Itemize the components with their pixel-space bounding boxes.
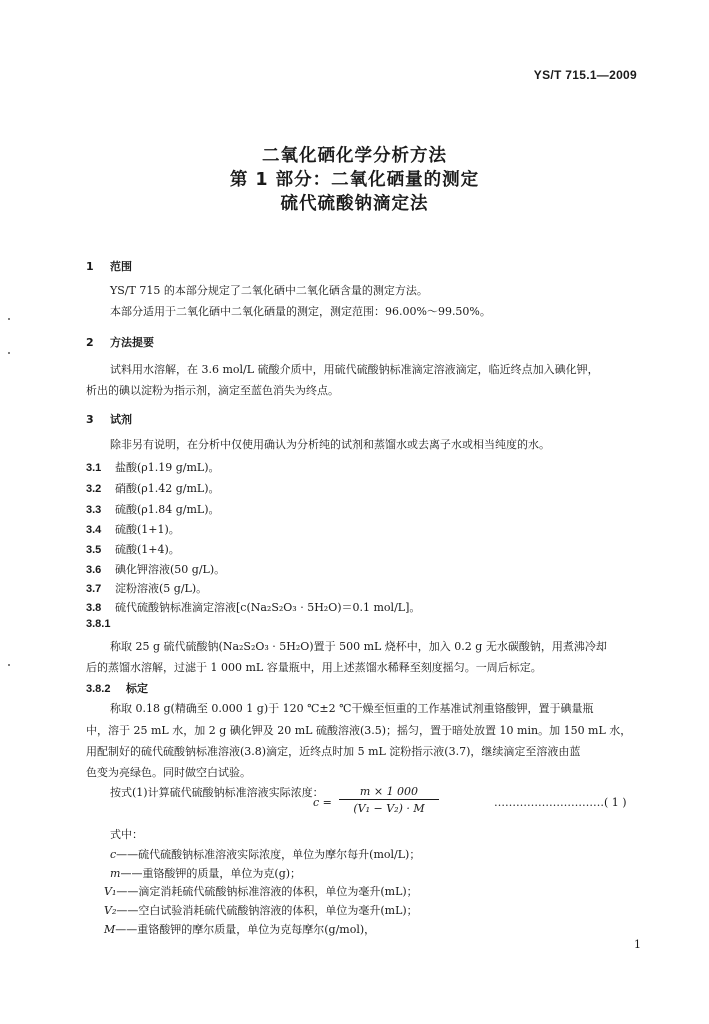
definition-item — [110, 846, 420, 862]
definition-symbol: c — [110, 848, 117, 861]
subsection-3-8-1-line-1: 称取 25 g 硫代硫酸钠(Na₂S₂O₃ · 5H₂O)置于 500 mL 烧杯中，加入 0.2 g 无水碳酸钠，用煮沸冷却 — [110, 640, 607, 653]
reagent-item — [86, 480, 220, 496]
subsection-3-8-2-heading — [86, 680, 148, 696]
item-text: 淀粉溶液(5 g/L)。 — [115, 582, 208, 595]
reagent-item — [86, 459, 220, 475]
item-number: 3.3 — [86, 504, 102, 516]
definition-symbol: V₂ — [104, 904, 117, 917]
item-number: 3.7 — [86, 583, 102, 595]
subsection-3-8-2-line-3: 用配制好的硫代硫酸钠标准溶液(3.8)滴定，近终点时加 5 mL 淀粉指示液(3.7)，继续滴定至溶液由蓝 — [86, 745, 581, 758]
definition-symbol: m — [110, 867, 121, 880]
doc-title-line-1: 二氧化硒化学分析方法 — [262, 146, 447, 166]
definition-text: ——滴定消耗硫代硫酸钠标准溶液的体积，单位为毫升(mL)； — [116, 885, 418, 898]
section-3-heading — [86, 411, 132, 427]
reagent-item — [86, 521, 180, 537]
definition-symbol: V₁ — [104, 885, 117, 898]
equation-number: …………………………( 1 ) — [494, 796, 627, 809]
item-text: 硫酸(ρ1.84 g/mL)。 — [115, 503, 220, 516]
formula-fraction — [339, 785, 439, 815]
definition-item — [104, 883, 418, 899]
item-text: 硫酸(1+1)。 — [115, 523, 180, 536]
section-3-intro: 除非另有说明，在分析中仅使用确认为分析纯的试剂和蒸馏水或去离子水或相当纯度的水。 — [110, 438, 550, 451]
item-number: 3.2 — [86, 483, 102, 495]
section-2-line-1: 试料用水溶解，在 3.6 mol/L 硫酸介质中，用硫代硫酸钠标准滴定溶液滴定，临近终点加入碘化钾， — [110, 363, 599, 376]
section-number: 2 — [86, 336, 94, 349]
subsection-3-8-2-line-5: 按式(1)计算硫代硫酸钠标准溶液实际浓度： — [110, 786, 324, 799]
subsection-3-8-2-line-2: 中，溶于 25 mL 水，加 2 g 碘化钾及 20 mL 硫酸溶液(3.5)；摇匀，置于暗处放置 10 min。加 150 mL 水， — [86, 724, 632, 737]
standard-code: YS/T 715.1—2009 — [533, 68, 637, 82]
definition-text: ——重铬酸钾的质量，单位为克(g)； — [120, 867, 302, 880]
section-1-paragraph-1: YS/T 715 的本部分规定了二氧化硒中二氧化硒含量的测定方法。 — [110, 284, 428, 297]
section-number: 3 — [86, 413, 94, 426]
definition-item — [104, 921, 375, 937]
doc-title-line-2: 第 1 部分：二氧化硒量的测定 — [229, 170, 480, 190]
subsection-3-8-2-line-4: 色变为亮绿色。同时做空白试验。 — [86, 766, 251, 779]
definition-symbol: M — [104, 923, 116, 936]
section-title: 试剂 — [110, 413, 132, 426]
scan-speck — [8, 352, 10, 354]
subsection-number: 3.8.2 — [86, 683, 111, 695]
item-number: 3.1 — [86, 462, 102, 474]
item-text: 硫代硫酸钠标准滴定溶液[c(Na₂S₂O₃ · 5H₂O)＝0.1 mol/L]。 — [115, 601, 421, 614]
definition-text: ——硫代硫酸钠标准溶液实际浓度，单位为摩尔每升(mol/L)； — [116, 848, 421, 861]
item-number: 3.5 — [86, 544, 102, 556]
scan-speck — [8, 664, 10, 666]
formula-denominator: (V₁ − V₂) · M — [353, 802, 425, 815]
formula-numerator: m × 1 000 — [339, 785, 439, 800]
item-number: 3.6 — [86, 564, 102, 576]
reagent-item — [86, 580, 207, 596]
item-text: 盐酸(ρ1.19 g/mL)。 — [115, 461, 220, 474]
page-number: 1 — [634, 938, 641, 951]
formula-lhs: c = — [313, 796, 332, 809]
item-number: 3.4 — [86, 524, 102, 536]
definition-text: ——重铬酸钾的摩尔质量，单位为克每摩尔(g/mol)， — [115, 923, 376, 936]
reagent-item — [86, 541, 180, 557]
reagent-item — [86, 561, 225, 577]
subsection-title: 标定 — [126, 682, 148, 695]
section-title: 方法提要 — [110, 336, 154, 349]
definition-item — [110, 865, 301, 881]
definition-text: ——空白试验消耗硫代硫酸钠溶液的体积，单位为毫升(mL)； — [116, 904, 418, 917]
item-text: 硫酸(1+4)。 — [115, 543, 180, 556]
doc-title-line-3: 硫代硫酸钠滴定法 — [280, 194, 429, 214]
section-1-heading — [86, 258, 132, 274]
subsection-3-8-2-line-1: 称取 0.18 g(精确至 0.000 1 g)于 120 ℃±2 ℃干燥至恒重的工作基准试剂重铬酸钾，置于碘量瓶 — [110, 702, 594, 715]
section-2-heading — [86, 334, 154, 350]
definition-item — [104, 902, 418, 918]
section-2-line-2: 析出的碘以淀粉为指示剂，滴定至蓝色消失为终点。 — [86, 384, 339, 397]
item-text: 硝酸(ρ1.42 g/mL)。 — [115, 482, 220, 495]
reagent-item — [86, 599, 420, 615]
section-title: 范围 — [110, 260, 132, 273]
item-number: 3.8 — [86, 602, 102, 614]
subsection-3-8-1-line-2: 后的蒸馏水溶解，过滤于 1 000 mL 容量瓶中，用上述蒸馏水稀释至刻度摇匀。一周后标定。 — [86, 661, 542, 674]
section-1-paragraph-2: 本部分适用于二氧化硒中二氧化硒量的测定，测定范围：96.00%～99.50%。 — [110, 305, 491, 318]
section-number: 1 — [86, 260, 94, 273]
scan-speck — [8, 318, 10, 320]
subsection-3-8-1-heading — [86, 618, 126, 630]
definitions-intro: 式中： — [110, 828, 143, 841]
subsection-number: 3.8.1 — [86, 618, 111, 630]
item-text: 碘化钾溶液(50 g/L)。 — [115, 563, 226, 576]
reagent-item — [86, 501, 220, 517]
